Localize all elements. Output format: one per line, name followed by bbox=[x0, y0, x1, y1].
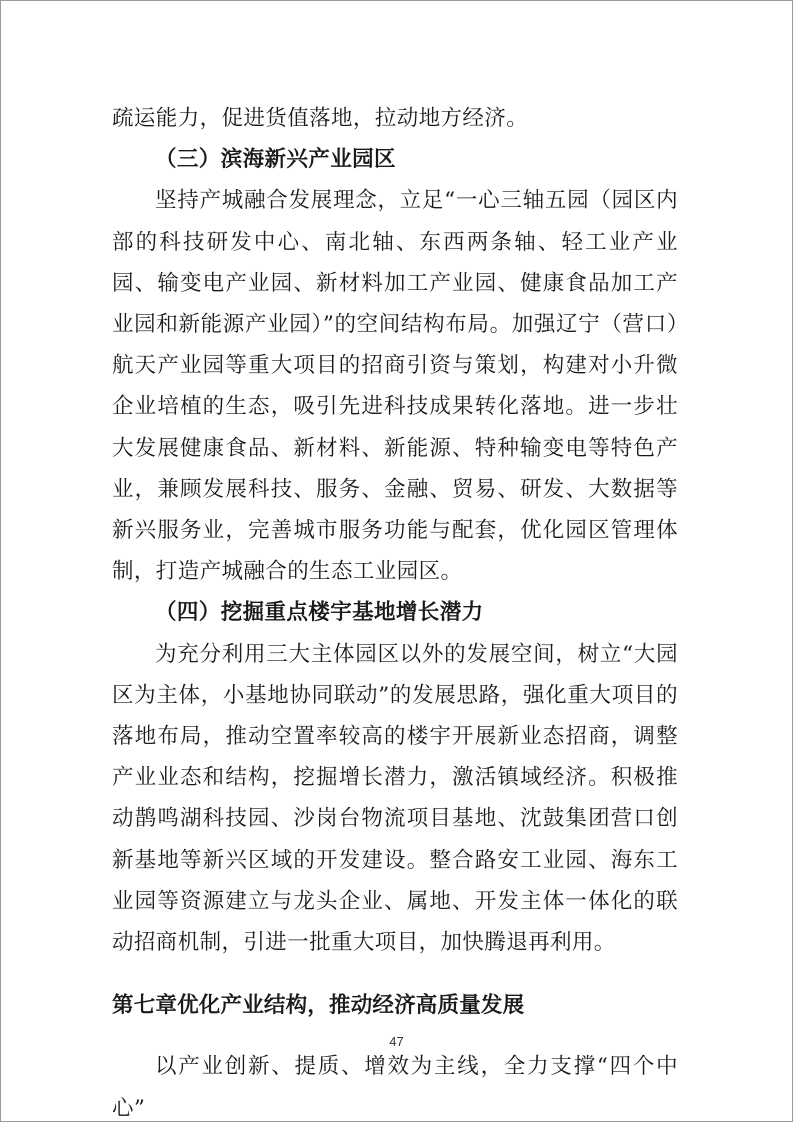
page-number: 47 bbox=[389, 1034, 404, 1049]
chapter-title: 第七章优化产业结构，推动经济高质量发展 bbox=[112, 993, 525, 1019]
document-body bbox=[112, 98, 678, 1129]
continuation-paragraph: 疏运能力，促进货值落地，拉动地方经济。 bbox=[112, 106, 529, 131]
section-heading-4: （四）挖掘重点楼宇基地增长潜力 bbox=[155, 600, 484, 626]
chapter-intro-paragraph: 以产业创新、提质、增效为主线，全力支撑“四个中心” bbox=[112, 1054, 678, 1121]
section-3-paragraph: 坚持产城融合发展理念，立足“一心三轴五园（园区内部的科技研发中心、南北轴、东西两条轴、轻工业产业园、输变电产业园、新材料加工产业园、健康食品加工产业园和新能源产业园）”的空间结构布局。加强辽宁（营口）航天产业园等重大项目的招商引资与策划，构建对小升微企业培植的生态，吸引先进科技成果转化落地。进一步壮大发展健康食品、新材料、新能源、特种输变电等特色产业，兼顾发展科技、服务、金融、贸易、研发、大数据等新兴服务业，完善城市服务功能与配套，优化园区管理体制，打造产城融合的生态工业园区。 bbox=[112, 188, 678, 585]
section-heading-3: （三）滨海新兴产业园区 bbox=[155, 147, 396, 173]
section-4-paragraph: 为充分利用三大主体园区以外的发展空间，树立“大园区为主体，小基地协同联动”的发展思路，强化重大项目的落地布局，推动空置率较高的楼宇开展新业态招商，调整产业业态和结构，挖掘增长潜力，激活镇域经济。积极推动鹊鸣湖科技园、沙岗台物流项目基地、沈鼓集团营口创新基地等新兴区域的开发建设。整合路安工业园、海东工业园等资源建立与龙头企业、属地、开发主体一体化的联动招商机制，引进一批重大项目，加快腾退再利用。 bbox=[112, 641, 678, 956]
